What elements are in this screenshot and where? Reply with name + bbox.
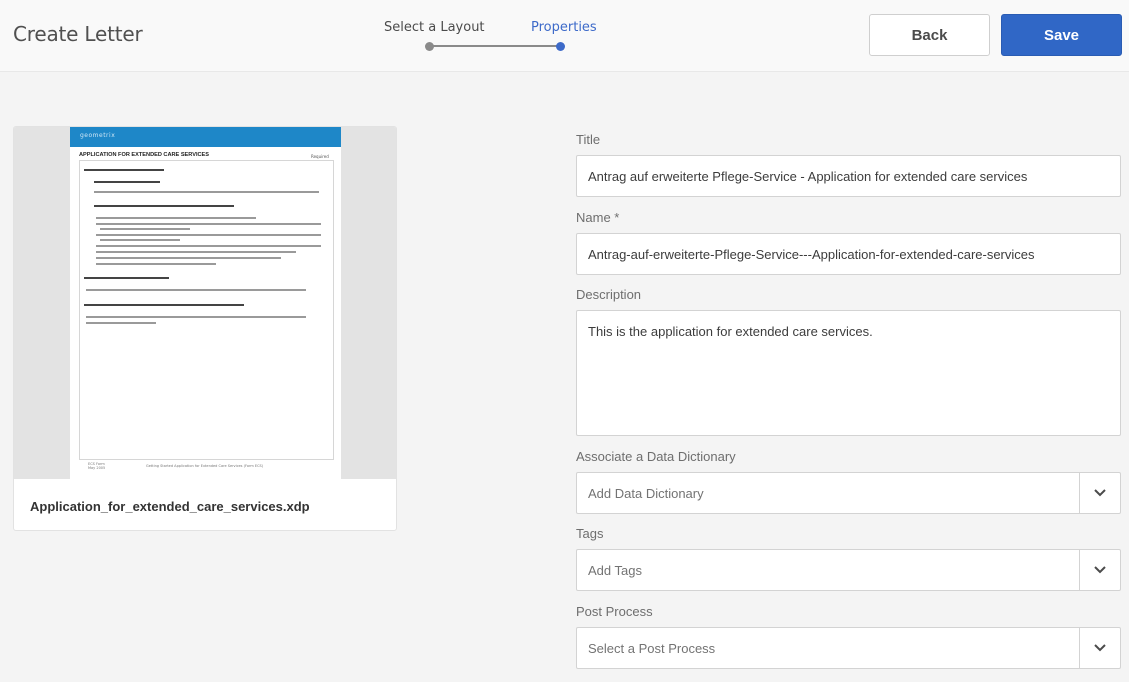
title-field[interactable]: Antrag auf erweiterte Pflege-Service - Application for extended care services <box>576 155 1121 197</box>
document-footer-form: ECS Form May 2005 <box>88 462 106 470</box>
document-header-band <box>70 127 341 147</box>
title-label: Title <box>576 132 601 147</box>
step-select-layout[interactable]: Select a Layout <box>384 20 485 35</box>
document-preview <box>70 127 341 479</box>
post-process-select[interactable] <box>576 627 1121 669</box>
save-button[interactable]: Save <box>1001 14 1122 56</box>
name-label: Name * <box>576 210 620 225</box>
document-required-note: Required <box>311 154 329 159</box>
chevron-down-icon <box>1093 565 1107 575</box>
description-field[interactable]: This is the application for extended care services. <box>576 310 1121 436</box>
data-dictionary-dropdown-button[interactable] <box>1079 473 1120 513</box>
tags-placeholder: Add Tags <box>588 563 642 578</box>
document-title: APPLICATION FOR EXTENDED CARE SERVICES <box>79 152 210 158</box>
tags-select[interactable] <box>576 549 1121 591</box>
stepper-track <box>429 45 559 47</box>
post-process-label: Post Process <box>576 604 653 619</box>
tags-dropdown-button[interactable] <box>1079 550 1120 590</box>
document-brand: geometrix <box>80 132 116 139</box>
back-button[interactable]: Back <box>869 14 990 56</box>
page-title: Create Letter <box>13 22 143 46</box>
document-footer-center: Getting Started Application for Extended Care Services (Form ECS) <box>146 464 264 468</box>
tags-label: Tags <box>576 526 604 541</box>
top-bar <box>0 0 1129 72</box>
wizard-stepper <box>380 18 600 58</box>
layout-thumbnail <box>14 127 397 479</box>
step-properties[interactable]: Properties <box>531 20 597 35</box>
post-process-dropdown-button[interactable] <box>1079 628 1120 668</box>
step-done-dot <box>425 42 434 51</box>
data-dictionary-select[interactable] <box>576 472 1121 514</box>
layout-filename: Application_for_extended_care_services.xdp <box>30 499 310 514</box>
document-body <box>79 160 334 460</box>
data-dictionary-label: Associate a Data Dictionary <box>576 449 736 464</box>
name-field[interactable]: Antrag-auf-erweiterte-Pflege-Service---Application-for-extended-care-services <box>576 233 1121 275</box>
layout-card[interactable] <box>13 126 397 531</box>
post-process-placeholder: Select a Post Process <box>588 641 716 656</box>
step-active-dot <box>556 42 565 51</box>
chevron-down-icon <box>1093 488 1107 498</box>
chevron-down-icon <box>1093 643 1107 653</box>
data-dictionary-placeholder: Add Data Dictionary <box>588 486 704 501</box>
description-label: Description <box>576 287 642 302</box>
